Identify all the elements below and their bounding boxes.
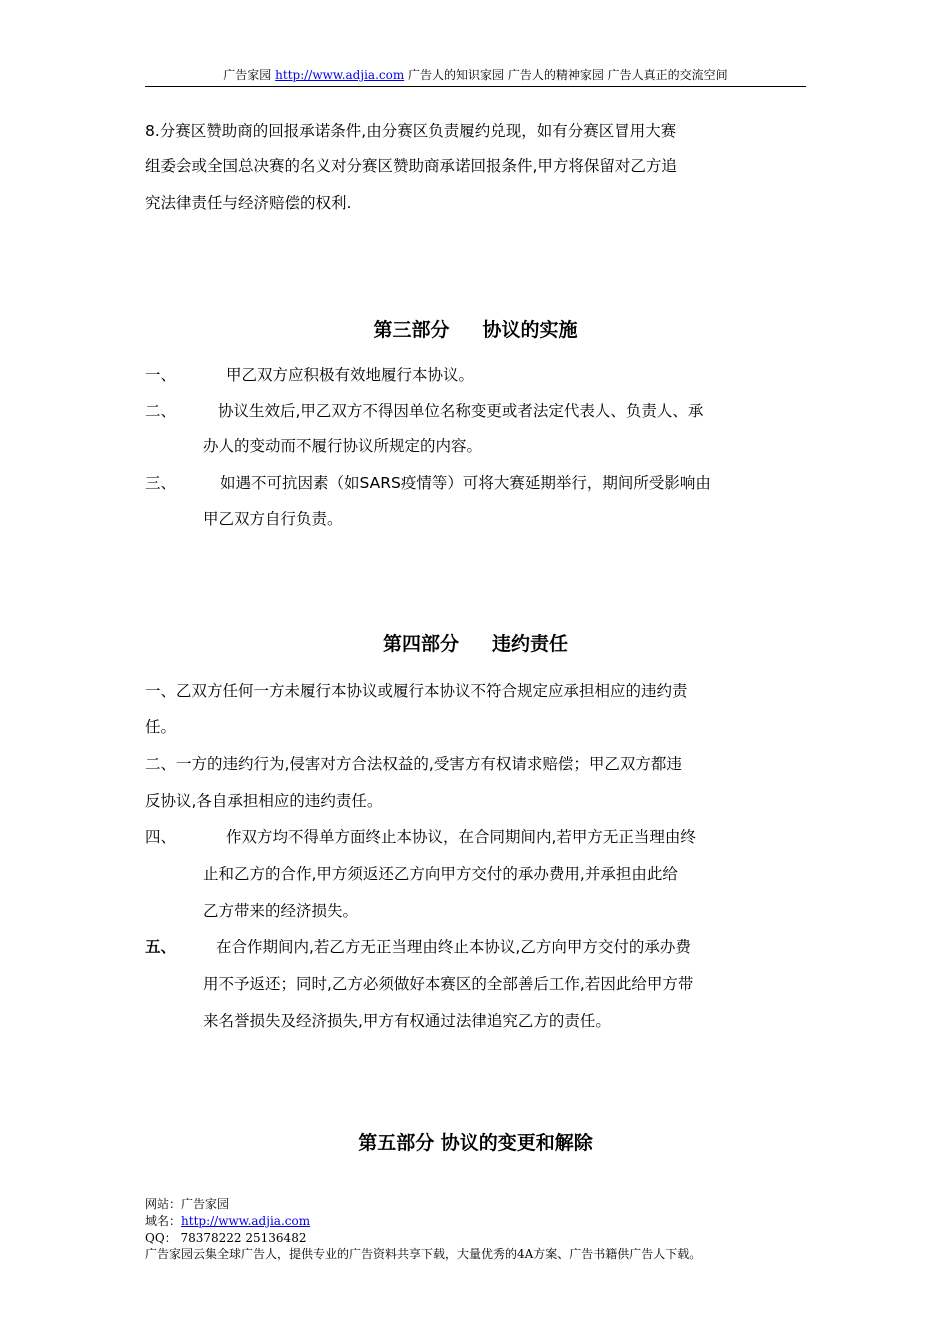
part4-item4-line-3: 乙方带来的经济损失。 <box>203 902 359 920</box>
part3-item3-number: 三、 <box>145 474 177 492</box>
part4-item5-line-1: 在合作期间内,若乙方无正当理由终止本协议,乙方向甲方交付的承办费 <box>216 938 691 956</box>
part4-para1-line-1: 一、乙双方任何一方未履行本协议或履行本协议不符合规定应承担相应的违约责 <box>145 682 688 700</box>
part3-item1-line-1: 甲乙双方应积极有效地履行本协议。 <box>226 366 475 384</box>
clause8-line-3: 究法律责任与经济赔偿的权利. <box>145 194 352 212</box>
footer-domain-link[interactable]: http://www.adjia.com <box>181 1214 311 1228</box>
part4-item4-line-1: 作双方均不得单方面终止本协议，在合同期间内,若甲方无正当理由终 <box>226 828 696 846</box>
part4-para2-line-2: 反协议,各自承担相应的违约责任。 <box>145 792 383 810</box>
footer-domain-label: 域名： <box>145 1214 182 1228</box>
part3-item3-line-2: 甲乙双方自行负责。 <box>203 510 343 528</box>
part5-title: 第五部分 协议的变更和解除 <box>358 1132 593 1154</box>
part4-title: 第四部分 违约责任 <box>382 633 569 655</box>
part3-item3-line-1: 如遇不可抗因素（如SARS疫情等）可将大赛延期举行，期间所受影响由 <box>220 474 711 492</box>
part3-title: 第三部分 协议的实施 <box>373 319 578 341</box>
part4-item5-line-2: 用不予返还；同时,乙方必须做好本赛区的全部善后工作,若因此给甲方带 <box>203 975 694 993</box>
footer-slogan: 广告家园云集全球广告人，提供专业的广告资料共享下载，大量优秀的4A方案、广告书籍供广告人下载。 <box>145 1247 702 1261</box>
header-divider <box>145 86 806 87</box>
clause8-line-2: 组委会或全国总决赛的名义对分赛区赞助商承诺回报条件,甲方将保留对乙方追 <box>145 157 677 175</box>
header-prefix: 广告家园 <box>223 68 272 82</box>
part4-para1-line-2: 任。 <box>145 718 177 736</box>
footer-site: 网站：广告家园 <box>145 1197 230 1211</box>
clause8-line-1: 8.分赛区赞助商的回报承诺条件,由分赛区负责履约兑现，如有分赛区冒用大赛 <box>145 122 677 140</box>
part3-item2-line-1: 协议生效后,甲乙双方不得因单位名称变更或者法定代表人、负责人、承 <box>218 402 704 420</box>
footer-domain <box>145 1214 310 1228</box>
part3-item2-line-2: 办人的变动而不履行协议所规定的内容。 <box>203 437 483 455</box>
part4-item4-number: 四、 <box>145 828 177 846</box>
part3-item1-number: 一、 <box>145 366 177 384</box>
part4-item4-line-2: 止和乙方的合作,甲方须返还乙方向甲方交付的承办费用,并承担由此给 <box>203 865 678 883</box>
header-link[interactable]: http://www.adjia.com <box>275 68 405 82</box>
header-suffix: 广告人的知识家园 广告人的精神家园 广告人真正的交流空间 <box>408 68 728 82</box>
footer-qq: QQ： 78378222 25136482 <box>145 1231 307 1245</box>
part4-item5-line-3: 来名誉损失及经济损失,甲方有权通过法律追究乙方的责任。 <box>203 1012 611 1030</box>
part3-item2-number: 二、 <box>145 402 177 420</box>
part4-item5-number: 五、 <box>145 938 177 956</box>
page-header <box>145 66 806 83</box>
part4-para2-line-1: 二、一方的违约行为,侵害对方合法权益的,受害方有权请求赔偿；甲乙双方都违 <box>145 755 682 773</box>
